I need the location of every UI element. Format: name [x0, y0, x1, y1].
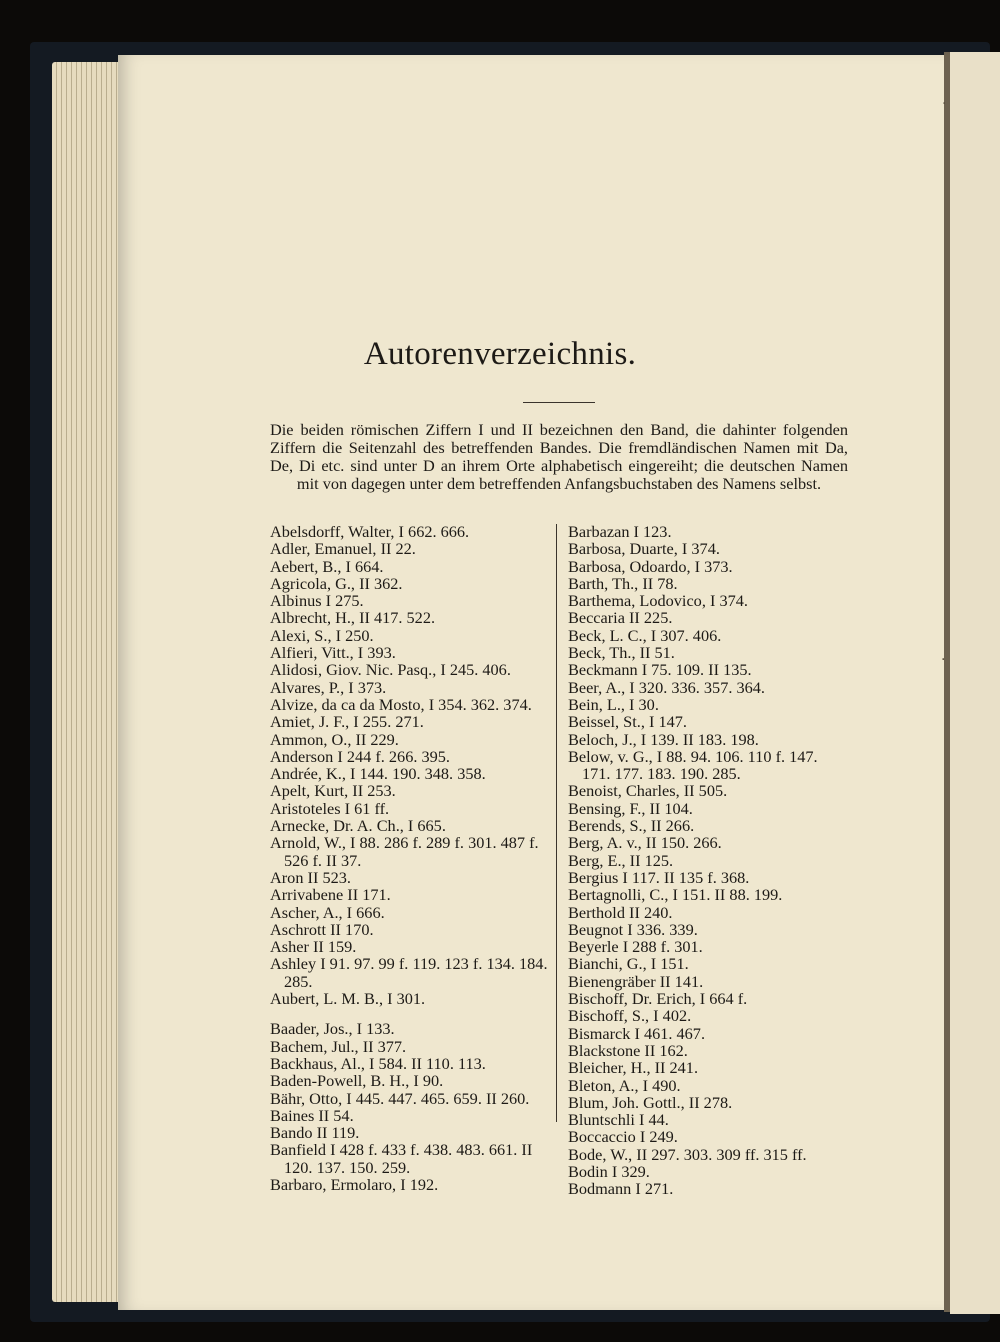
index-entry: Bachem, Jul., II 377.	[270, 1036, 407, 1056]
index-entry: Bismarck I 461. 467.	[568, 1023, 706, 1043]
index-entry: Beckmann I 75. 109. II 135.	[568, 660, 752, 680]
index-entry: Berends, S., II 266.	[568, 816, 695, 836]
index-entry: Aubert, L. M. B., I 301.	[270, 989, 426, 1009]
page-title: Autorenverzeichnis.	[363, 336, 637, 372]
page-stack	[52, 62, 122, 1302]
index-entry: Bein, L., I 30.	[568, 694, 659, 714]
index-entry: Bodmann I 271.	[568, 1179, 674, 1199]
index-entry: Bertagnolli, C., I 151. II 88. 199.	[568, 885, 783, 905]
index-entry: Beccaria II 225.	[568, 608, 673, 628]
index-entry: Anderson I 244 f. 266. 395.	[270, 746, 450, 766]
index-entry: Albinus I 275.	[270, 591, 364, 611]
index-entry: Beloch, J., I 139. II 183. 198.	[568, 729, 759, 749]
title-rule	[523, 402, 595, 403]
index-entry: Ascher, A., I 666.	[270, 902, 385, 922]
index-entry: Aron II 523.	[270, 867, 351, 887]
index-entry: Beer, A., I 320. 336. 357. 364.	[568, 677, 765, 697]
index-entry: Aristoteles I 61 ff.	[270, 798, 390, 818]
index-entry: Barthema, Lodovico, I 374.	[568, 591, 748, 611]
index-entry: Banfield I 428 f. 433 f. 438. 483. 661. II 120. 137. 150. 259.	[270, 1140, 533, 1177]
index-entry: Aebert, B., I 664.	[270, 556, 384, 576]
index-entry: Asher II 159.	[270, 937, 357, 957]
index-entry: Blackstone II 162.	[568, 1040, 688, 1060]
index-entry: Amiet, J. F., I 255. 271.	[270, 712, 424, 732]
index-entry: Baden-Powell, B. H., I 90.	[270, 1071, 444, 1091]
index-entry: Beck, Th., II 51.	[568, 643, 675, 663]
index-entry: Ammon, O., II 229.	[270, 729, 399, 749]
index-entry: Albrecht, H., II 417. 522.	[270, 608, 436, 628]
index-entry: Beissel, St., I 147.	[568, 712, 687, 732]
index-entry: Alvares, P., I 373.	[270, 677, 387, 697]
index-entry: Adler, Emanuel, II 22.	[270, 539, 416, 559]
index-entry: Bleton, A., I 490.	[568, 1075, 681, 1095]
index-entry: Barbaro, Ermolaro, I 192.	[270, 1174, 439, 1194]
index-entry: Bähr, Otto, I 445. 447. 465. 659. II 260.	[270, 1088, 530, 1108]
index-entry: Bischoff, S., I 402.	[568, 1006, 692, 1026]
index-entry: Bienengräber II 141.	[568, 971, 704, 991]
index-entry: Aschrott II 170.	[270, 919, 374, 939]
index-entry: Barbazan I 123.	[568, 522, 672, 541]
index-entry: Arnecke, Dr. A. Ch., I 665.	[270, 816, 446, 836]
index-entry: Bode, W., II 297. 303. 309 ff. 315 ff.	[568, 1144, 807, 1164]
index-entry: Bischoff, Dr. Erich, I 664 f.	[568, 989, 748, 1009]
facing-page-edge	[950, 52, 1000, 1314]
index-entry: Backhaus, Al., I 584. II 110. 113.	[270, 1053, 486, 1073]
index-entry: Agricola, G., II 362.	[270, 573, 403, 593]
index-entry: Abelsdorff, Walter, I 662. 666.	[270, 522, 470, 541]
index-entry: Berg, A. v., II 150. 266.	[568, 833, 722, 853]
index-column-left	[270, 523, 548, 1193]
index-entry: Apelt, Kurt, II 253.	[270, 781, 396, 801]
index-entry: Ashley I 91. 97. 99 f. 119. 123 f. 134. 184. 285.	[270, 954, 548, 991]
index-entry: Bergius I 117. II 135 f. 368.	[568, 867, 750, 887]
margin-mark: ·	[941, 652, 946, 668]
index-entry: Andrée, K., I 144. 190. 348. 358.	[270, 764, 486, 784]
index-entry: Arnold, W., I 88. 286 f. 289 f. 301. 487 f. 526 f. II 37.	[270, 833, 539, 870]
index-entry: Alexi, S., I 250.	[270, 625, 374, 645]
index-entry: Beugnot I 336. 339.	[568, 919, 698, 939]
index-entry: Barbosa, Odoardo, I 373.	[568, 556, 733, 576]
index-entry: Bianchi, G., I 151.	[568, 954, 689, 974]
index-entry: Bluntschli I 44.	[568, 1110, 669, 1130]
index-entry: Alidosi, Giov. Nic. Pasq., I 245. 406.	[270, 660, 511, 680]
index-column-right	[568, 523, 848, 1198]
index-entry: Alvize, da ca da Mosto, I 354. 362. 374.	[270, 694, 532, 714]
index-entry: Bando II 119.	[270, 1123, 360, 1143]
index-entry: Benoist, Charles, II 505.	[568, 781, 728, 801]
index-entry: Bensing, F., II 104.	[568, 798, 693, 818]
index-entry: Barth, Th., II 78.	[568, 573, 678, 593]
index-entry: Bleicher, H., II 241.	[568, 1058, 699, 1078]
index-entry: Boccaccio I 249.	[568, 1127, 678, 1147]
index-entry: Bodin I 329.	[568, 1161, 650, 1181]
index-entry: Blum, Joh. Gottl., II 278.	[568, 1092, 733, 1112]
intro-paragraph: Die beiden römischen Ziffern I und II bezeichnen den Band, die dahinter folgenden Ziffern die Seitenzahl des betreffenden Bandes. Die fremdländischen Namen mit Da, De, Di etc. sind unter D an ihrem Orte alphabetisch eingereiht; die deutschen Namen mit von dagegen unter dem betreffenden Anfangsbuchstaben des Namens selbst.	[270, 420, 848, 493]
index-entry: Barbosa, Duarte, I 374.	[568, 539, 720, 559]
column-divider	[556, 524, 557, 1122]
index-entry: Beyerle I 288 f. 301.	[568, 937, 703, 957]
index-entry: Berthold II 240.	[568, 902, 673, 922]
index-entry: Baines II 54.	[270, 1105, 354, 1125]
index-entry: Alfieri, Vitt., I 393.	[270, 643, 396, 663]
index-entry: Below, v. G., I 88. 94. 106. 110 f. 147. 171. 177. 183. 190. 285.	[568, 746, 818, 784]
index-entry: Baader, Jos., I 133.	[270, 1019, 395, 1039]
index-entry: Arrivabene II 171.	[270, 885, 391, 905]
index-entry: Beck, L. C., I 307. 406.	[568, 625, 722, 645]
margin-mark: ·	[942, 96, 947, 112]
index-entry: Berg, E., II 125.	[568, 850, 674, 870]
